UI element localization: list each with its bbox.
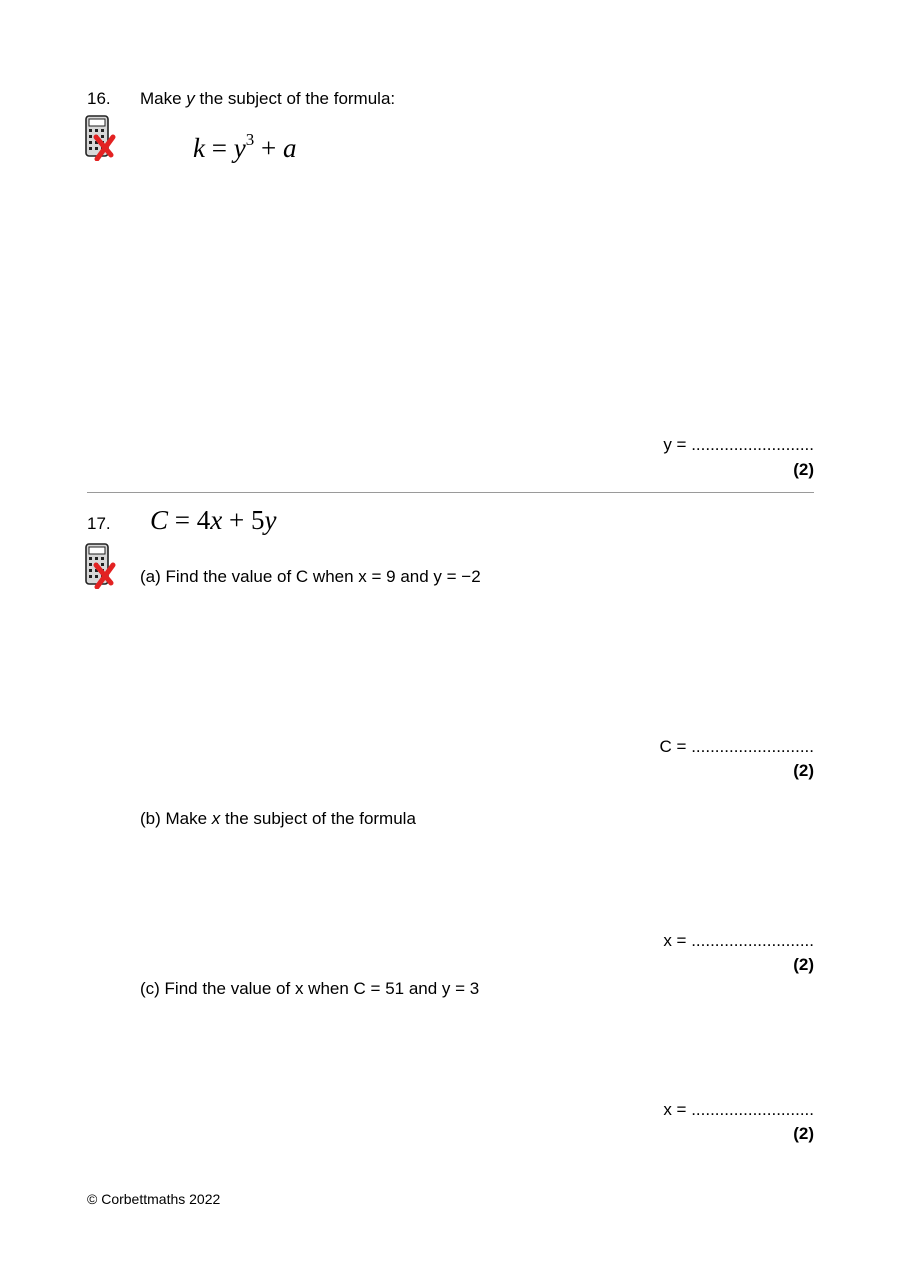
question-17b-prompt: (b) Make x the subject of the formula bbox=[140, 809, 416, 828]
question-17b-marks: (2) bbox=[793, 955, 814, 974]
question-17-number: 17. bbox=[87, 514, 111, 533]
question-17a-prompt: (a) Find the value of C when x = 9 and y = −2 bbox=[140, 567, 481, 586]
question-16-answer-line[interactable]: y = .......................... bbox=[663, 435, 814, 454]
question-17a-marks: (2) bbox=[793, 761, 814, 780]
question-17c-answer-line[interactable]: x = .......................... bbox=[663, 1100, 814, 1119]
no-calculator-icon bbox=[85, 543, 125, 589]
question-16-formula: $k = y^3 + a$ bbox=[193, 130, 297, 163]
no-calculator-icon bbox=[85, 115, 125, 161]
question-17a-answer-line[interactable]: C = .......................... bbox=[659, 737, 814, 756]
prompt-text: the subject of the formula: bbox=[194, 89, 396, 108]
question-16-marks: (2) bbox=[793, 460, 814, 479]
question-17b-answer-line[interactable]: x = .......................... bbox=[663, 931, 814, 950]
question-17-formula: C = 4x + 5y bbox=[150, 505, 277, 535]
question-16-prompt bbox=[140, 89, 395, 109]
question-divider bbox=[87, 492, 814, 493]
question-17c-marks: (2) bbox=[793, 1124, 814, 1143]
copyright-footer: © Corbettmaths 2022 bbox=[87, 1191, 221, 1207]
prompt-variable: y bbox=[186, 89, 195, 108]
prompt-text: Make bbox=[140, 89, 187, 108]
question-16-number: 16. bbox=[87, 89, 111, 108]
question-17c-prompt: (c) Find the value of x when C = 51 and y = 3 bbox=[140, 979, 480, 998]
